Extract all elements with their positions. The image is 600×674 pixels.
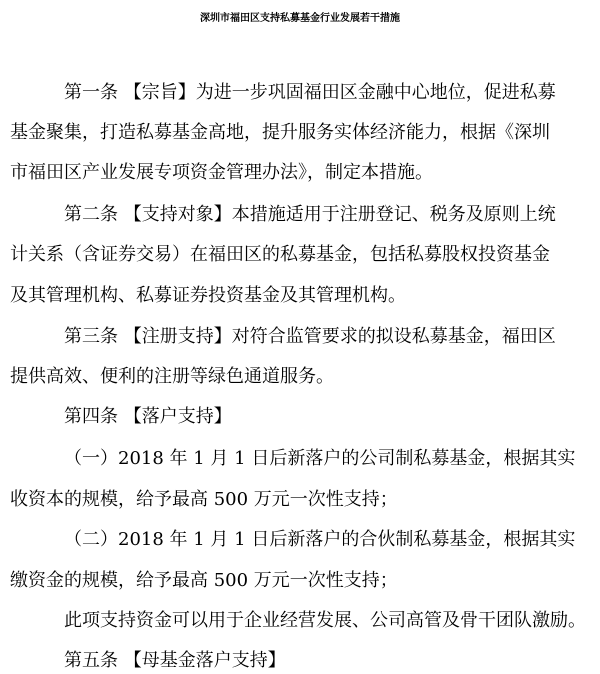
article-3-line-1: 第三条 【注册支持】对符合监管要求的拟设私募基金，福田区: [64, 326, 556, 347]
article-1-line-1: 第一条 【宗旨】为进一步巩固福田区金融中心地位，促进私募: [64, 82, 556, 103]
article-4-heading: 第四条 【落户支持】: [64, 406, 232, 427]
article-1-line-2: 基金聚集，打造私募基金高地，提升服务实体经济能力，根据《深圳: [10, 122, 550, 143]
article-2-line-1: 第二条 【支持对象】本措施适用于注册登记、税务及原则上统: [64, 204, 556, 225]
article-2-line-3: 及其管理机构、私募证券投资基金及其管理机构。: [10, 285, 406, 306]
document-title: 深圳市福田区支持私募基金行业发展若干措施: [200, 13, 400, 24]
article-4-note: 此项支持资金可以用于企业经营发展、公司高管及骨干团队激励。: [64, 610, 586, 631]
article-4-item-2-line-2: 缴资金的规模，给予最高 500 万元一次性支持；: [10, 570, 398, 591]
article-1-line-3: 市福田区产业发展专项资金管理办法》，制定本措施。: [10, 162, 433, 183]
article-4-item-1-line-2: 收资本的规模，给予最高 500 万元一次性支持；: [10, 489, 398, 510]
article-4-item-2-line-1: （二）2018 年 1 月 1 日后新落户的合伙制私募基金，根据其实: [64, 529, 576, 550]
article-4-item-1-line-1: （一）2018 年 1 月 1 日后新落户的公司制私募基金，根据其实: [64, 448, 576, 469]
article-3-line-2: 提供高效、便利的注册等绿色通道服务。: [10, 366, 334, 387]
article-2-line-2: 计关系（含证券交易）在福田区的私募基金，包括私募股权投资基金: [10, 244, 550, 265]
article-5-heading: 第五条 【母基金落户支持】: [64, 650, 286, 671]
